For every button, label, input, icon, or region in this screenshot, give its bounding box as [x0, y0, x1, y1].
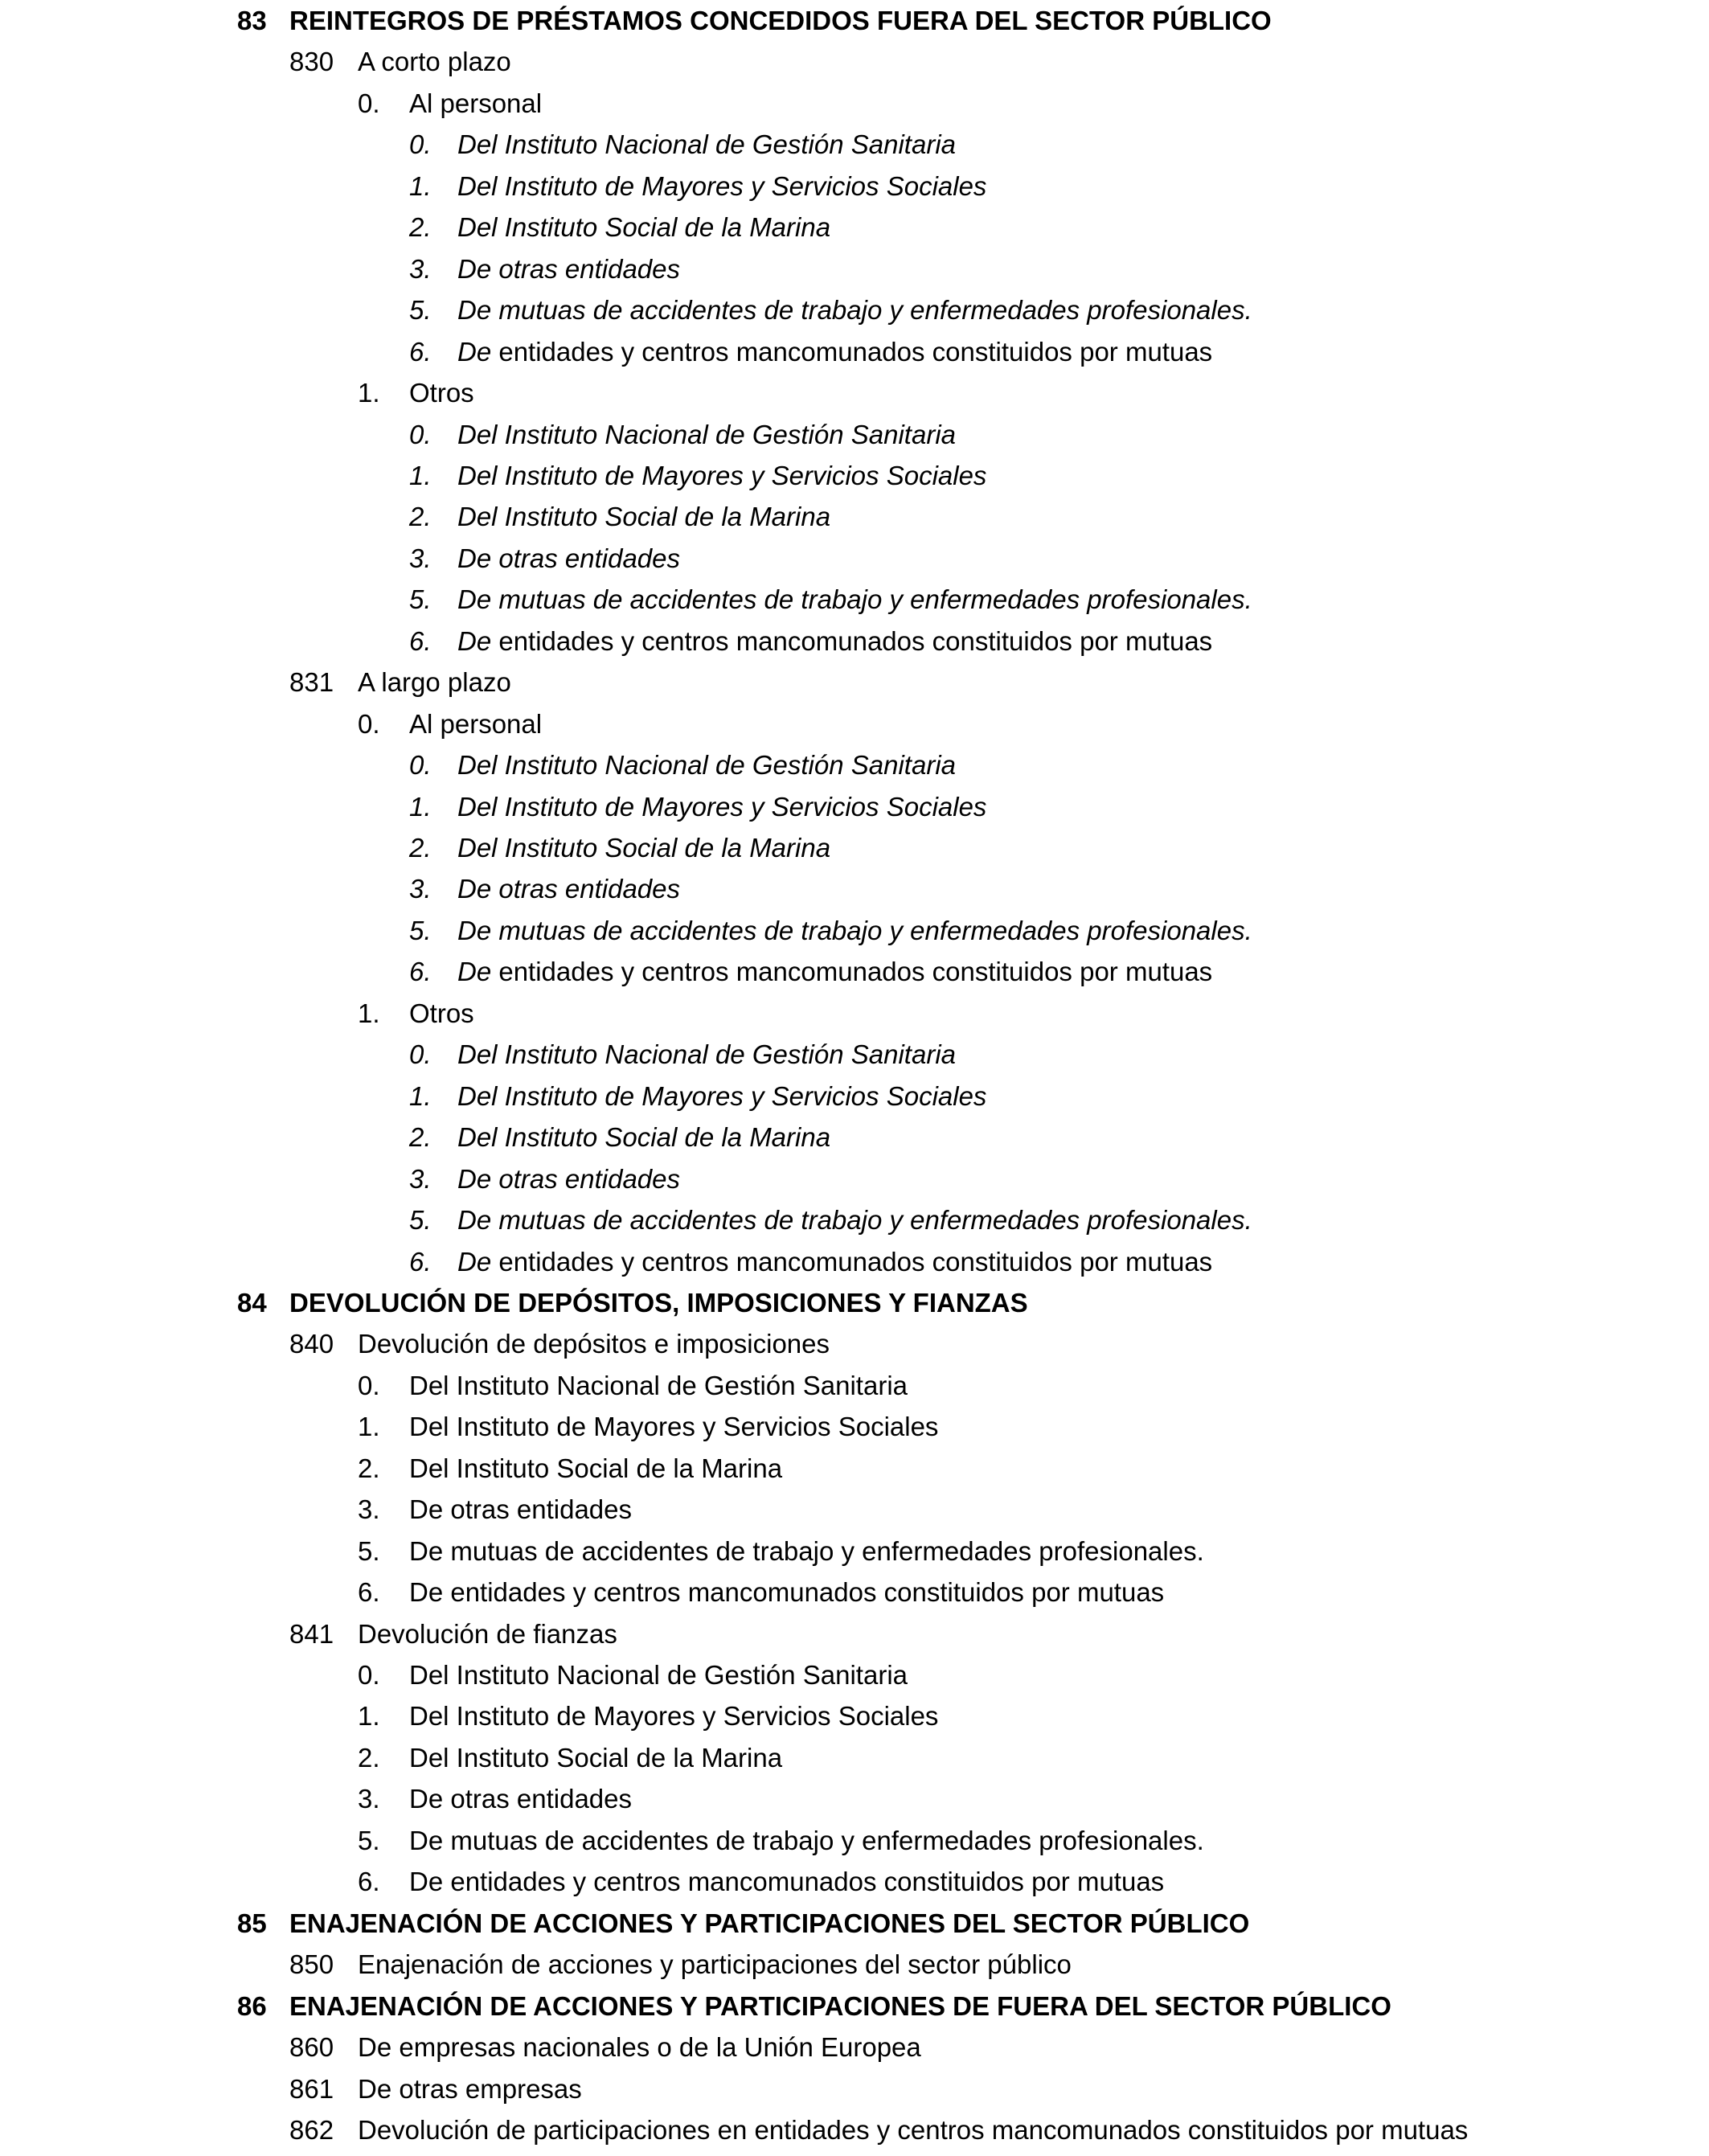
item-text-main: Del Instituto Social de la Marina: [457, 212, 831, 243]
item-text: [409, 993, 474, 1034]
item-number: 2.: [409, 1122, 432, 1153]
item-text: [457, 248, 680, 289]
item-text: [358, 41, 511, 82]
item-text-main: Del Instituto Social de la Marina: [409, 1453, 783, 1483]
item-text-main: Del Instituto Nacional de Gestión Sanitaria: [409, 1660, 908, 1690]
item-number: 3.: [409, 253, 432, 284]
item-number: 6.: [358, 1577, 380, 1608]
item-text: [409, 1695, 938, 1736]
item-number: 2.: [409, 212, 432, 243]
item-text: [457, 331, 1212, 372]
item-number: 1.: [409, 460, 432, 490]
item-number: 1.: [409, 1080, 432, 1111]
item-text-main: De mutuas de accidentes de trabajo y enfermedades profesionales.: [409, 1535, 1204, 1566]
item-number: 5.: [409, 1205, 432, 1236]
item-text: [457, 124, 956, 165]
item-text: [358, 1613, 617, 1654]
item-number: 840: [289, 1329, 334, 1359]
item-text: [457, 951, 1212, 992]
item-text-main: De mutuas de accidentes de trabajo y enfermedades profesionales.: [457, 1205, 1252, 1236]
item-number: 0.: [358, 88, 380, 118]
item-text-main: Devolución de participaciones en entidades y centros mancomunados constituidos por mutuas: [358, 2114, 1469, 2145]
item-text-main: REINTEGROS DE PRÉSTAMOS CONCEDIDOS FUERA DEL SECTOR PÚBLICO: [289, 6, 1272, 35]
item-number: 5.: [409, 915, 432, 945]
item-number: 2.: [358, 1742, 380, 1773]
item-text: [457, 414, 956, 455]
item-text-main: Al personal: [409, 88, 543, 118]
item-number: 1.: [358, 378, 380, 408]
item-text: [457, 786, 986, 827]
item-text-main: Al personal: [409, 708, 543, 739]
item-number: 0.: [409, 419, 432, 449]
item-number: 0.: [358, 1370, 380, 1400]
item-number: 2.: [409, 833, 432, 863]
item-text-main: De otras entidades: [409, 1784, 633, 1814]
item-text: [358, 1944, 1072, 1985]
item-text: [457, 1241, 1212, 1282]
item-text-main: Del Instituto Social de la Marina: [409, 1742, 783, 1773]
item-number: 6.: [409, 957, 432, 987]
item-number: 0.: [409, 750, 432, 781]
item-text-main: Del Instituto de Mayores y Servicios Sociales: [409, 1412, 939, 1442]
item-number: 0.: [409, 1039, 432, 1070]
item-text: [358, 662, 511, 703]
item-text-main: De mutuas de accidentes de trabajo y enfermedades profesionales.: [457, 915, 1252, 945]
item-text: [289, 0, 1272, 41]
item-number: 5.: [358, 1535, 380, 1566]
item-text-main: De entidades y centros mancomunados constituidos por mutuas: [409, 1867, 1165, 1897]
item-text: [409, 83, 542, 124]
item-text-main: De: [457, 625, 492, 656]
item-number: 3.: [358, 1784, 380, 1814]
item-number: 861: [289, 2073, 334, 2104]
item-text: [409, 1654, 908, 1695]
item-text-main: Del Instituto Nacional de Gestión Sanitaria: [409, 1370, 908, 1400]
item-number: 6.: [409, 336, 432, 367]
item-text-main: DEVOLUCIÓN DE DEPÓSITOS, IMPOSICIONES Y FIANZAS: [289, 1287, 1028, 1318]
item-text-main: ENAJENACIÓN DE ACCIONES Y PARTICIPACIONES DEL SECTOR PÚBLICO: [289, 1908, 1250, 1938]
item-text-main: Del Instituto de Mayores y Servicios Sociales: [457, 791, 987, 822]
item-number: 1.: [358, 998, 380, 1028]
item-text: [289, 1282, 1028, 1323]
item-text-upright: entidades y centros mancomunados constituidos por mutuas: [491, 625, 1213, 656]
item-text-upright: entidades y centros mancomunados constituidos por mutuas: [491, 336, 1213, 367]
item-number: 3.: [409, 543, 432, 573]
item-text-main: A corto plazo: [358, 47, 511, 77]
item-text: [358, 2027, 921, 2068]
item-number: 85: [237, 1908, 267, 1938]
item-number: 1.: [409, 791, 432, 822]
item-text-main: De: [457, 1246, 492, 1277]
item-text: [358, 2109, 1468, 2150]
item-text: [358, 1323, 830, 1364]
item-text-main: Otros: [409, 998, 474, 1028]
item-text: [457, 621, 1212, 662]
item-number: 841: [289, 1618, 334, 1649]
item-text-main: Del Instituto Nacional de Gestión Sanitaria: [457, 1039, 957, 1070]
item-text-main: Del Instituto de Mayores y Servicios Sociales: [409, 1701, 939, 1732]
item-text: [457, 538, 680, 579]
item-text-main: Del Instituto Social de la Marina: [457, 833, 831, 863]
item-text-main: Del Instituto de Mayores y Servicios Sociales: [457, 170, 987, 201]
item-text: [409, 1448, 782, 1489]
item-text: [457, 289, 1252, 330]
item-number: 831: [289, 667, 334, 698]
item-text: [289, 1986, 1391, 2027]
item-text-main: Del Instituto de Mayores y Servicios Sociales: [457, 1080, 987, 1111]
item-text: [457, 1199, 1252, 1240]
item-number: 0.: [358, 1660, 380, 1690]
item-text-main: De otras entidades: [409, 1494, 633, 1525]
item-number: 1.: [358, 1412, 380, 1442]
item-number: 850: [289, 1949, 334, 1980]
item-text-upright: entidades y centros mancomunados constituidos por mutuas: [491, 1246, 1213, 1277]
item-text: [289, 1903, 1249, 1944]
item-text: [409, 1778, 632, 1819]
item-text-main: De empresas nacionales o de la Unión Europea: [358, 2032, 921, 2063]
item-text: [457, 1158, 680, 1199]
item-number: 2.: [358, 1453, 380, 1483]
item-number: 6.: [409, 1246, 432, 1277]
item-text-main: De mutuas de accidentes de trabajo y enfermedades profesionales.: [457, 295, 1252, 326]
item-text: [457, 1117, 830, 1158]
item-number: 3.: [358, 1494, 380, 1525]
item-text-main: Del Instituto Social de la Marina: [457, 502, 831, 532]
item-text-upright: entidades y centros mancomunados constituidos por mutuas: [491, 957, 1213, 987]
item-text: [457, 868, 680, 909]
item-text-main: Del Instituto Nacional de Gestión Sanitaria: [457, 419, 957, 449]
item-number: 1.: [358, 1701, 380, 1732]
item-number: 5.: [358, 1825, 380, 1855]
item-number: 3.: [409, 874, 432, 904]
item-text: [409, 1489, 632, 1530]
item-text: [457, 910, 1252, 951]
item-text: [457, 1076, 986, 1117]
item-text-main: Otros: [409, 378, 474, 408]
item-number: 3.: [409, 1163, 432, 1194]
item-number: 5.: [409, 584, 432, 615]
item-text: [409, 703, 542, 744]
item-text-main: De mutuas de accidentes de trabajo y enfermedades profesionales.: [457, 584, 1252, 615]
item-text-main: Devolución de depósitos e imposiciones: [358, 1329, 830, 1359]
item-number: 84: [237, 1287, 267, 1318]
item-text: [409, 372, 474, 413]
item-text: [457, 827, 830, 868]
item-number: 2.: [409, 502, 432, 532]
item-text: [358, 2068, 582, 2109]
item-text: [409, 1737, 782, 1778]
item-number: 86: [237, 1990, 267, 2021]
item-text: [457, 1034, 956, 1075]
item-text-main: Del Instituto Social de la Marina: [457, 1122, 831, 1153]
item-text-main: De otras entidades: [457, 253, 681, 284]
item-text-main: ENAJENACIÓN DE ACCIONES Y PARTICIPACIONES DE FUERA DEL SECTOR PÚBLICO: [289, 1990, 1391, 2021]
item-text: [457, 579, 1252, 620]
item-text-main: De otras entidades: [457, 1163, 681, 1194]
item-text-main: De entidades y centros mancomunados constituidos por mutuas: [409, 1577, 1165, 1608]
item-text-main: De otras entidades: [457, 543, 681, 573]
item-text-main: Enajenación de acciones y participaciones del sector público: [358, 1949, 1072, 1980]
item-number: 6.: [409, 625, 432, 656]
item-text-main: Devolución de fianzas: [358, 1618, 617, 1649]
item-number: 1.: [409, 170, 432, 201]
item-text: [457, 207, 830, 248]
item-text: [457, 166, 986, 207]
item-number: 6.: [358, 1867, 380, 1897]
item-text: [409, 1406, 938, 1447]
item-text: [409, 1861, 1164, 1902]
item-text-main: Del Instituto de Mayores y Servicios Sociales: [457, 460, 987, 490]
item-text-main: De mutuas de accidentes de trabajo y enfermedades profesionales.: [409, 1825, 1204, 1855]
item-text: [409, 1531, 1204, 1572]
item-text-main: De otras entidades: [457, 874, 681, 904]
item-text-main: Del Instituto Nacional de Gestión Sanitaria: [457, 129, 957, 160]
item-number: 83: [237, 6, 267, 35]
item-text: [409, 1572, 1164, 1613]
item-text: [457, 744, 956, 785]
item-number: 0.: [358, 708, 380, 739]
item-text: [457, 496, 830, 537]
item-text-main: De: [457, 336, 492, 367]
item-text-main: Del Instituto Nacional de Gestión Sanitaria: [457, 750, 957, 781]
item-text: [409, 1820, 1204, 1861]
item-number: 830: [289, 47, 334, 77]
item-text-main: De otras empresas: [358, 2073, 582, 2104]
item-text: [409, 1365, 908, 1406]
item-number: 862: [289, 2114, 334, 2145]
item-number: 0.: [409, 129, 432, 160]
item-text: [457, 455, 986, 496]
item-number: 860: [289, 2032, 334, 2063]
item-number: 5.: [409, 295, 432, 326]
item-text-main: De: [457, 957, 492, 987]
item-text-main: A largo plazo: [358, 667, 511, 698]
